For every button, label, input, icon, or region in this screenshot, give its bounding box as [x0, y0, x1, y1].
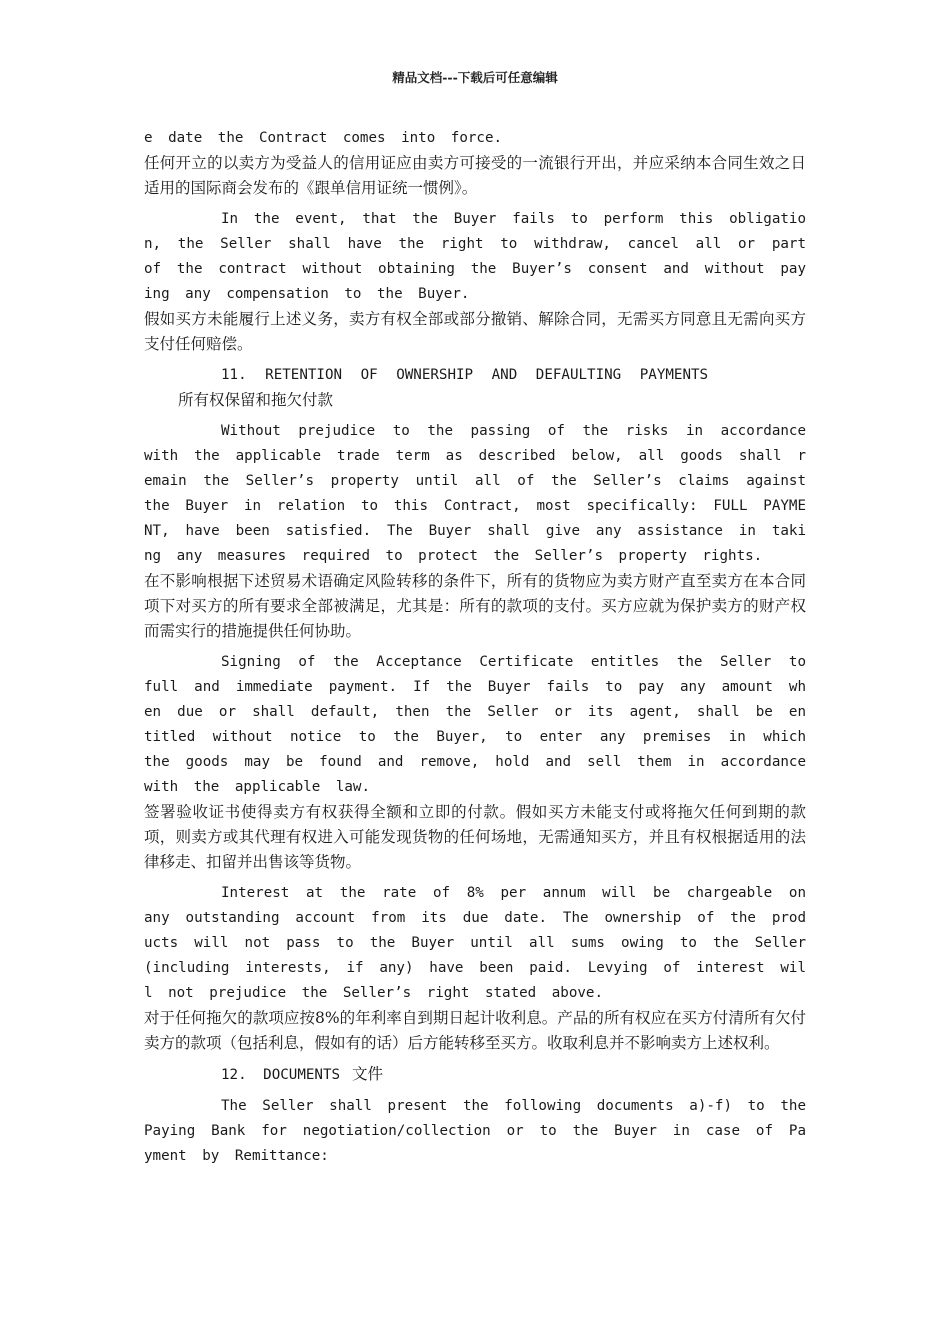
paragraph-en-5: Interest at the rate of 8% per annum will be chargeable on any outstanding account from its due date. The ownership of the products will not pass to the Buyer until all sums owing to the Seller (including interests, if any) have been paid. Levying of interest will not prejudice the Seller’s right stated above.: [144, 885, 806, 1001]
document-body: [144, 126, 806, 1169]
section-12-heading: [144, 1062, 806, 1088]
section-12-heading-zh: 文件: [352, 1065, 384, 1083]
paragraph-zh-5: 对于任何拖欠的款项应按8%的年利率自到期日起计收利息。产品的所有权应在买方付清所有欠付卖方的款项（包括利息，假如有的话）后方能转移至买方。收取利息并不影响卖方上述权利。: [144, 1009, 806, 1052]
page-header: 精品文档---下载后可任意编辑: [392, 70, 558, 85]
section-12-heading-en: 12. DOCUMENTS: [221, 1067, 341, 1083]
paragraph-zh-2: 假如买方未能履行上述义务，卖方有权全部或部分撤销、解除合同，无需买方同意且无需向买方支付任何赔偿。: [144, 310, 806, 353]
paragraph-en-4: Signing of the Acceptance Certificate entitles the Seller to full and immediate payment. If the Buyer fails to pay any amount when due or shall default, then the Seller or its agent, shall be entitled without notice to the Buyer, to enter any premises in which the goods may be found and remove, hold and sell them in accordance with the applicable law.: [144, 654, 806, 795]
paragraph-en-2: In the event, that the Buyer fails to perform this obligation, the Seller shall have the right to withdraw, cancel all or part of the contract without obtaining the Buyer’s consent and without paying any compensation to the Buyer.: [144, 211, 806, 302]
paragraph-en-1: e date the Contract comes into force.: [144, 130, 503, 146]
paragraph-zh-3: 在不影响根据下述贸易术语确定风险转移的条件下，所有的货物应为卖方财产直至卖方在本合同项下对买方的所有要求全部被满足，尤其是：所有的款项的支付。买方应就为保护卖方的财产权而需实行的措施提供任何协助。: [144, 572, 806, 640]
section-11-heading-zh: 所有权保留和拖欠付款: [178, 391, 334, 409]
paragraph-en-6: The Seller shall present the following documents a)-f) to the Paying Bank for negotiation/collection or to the Buyer in case of Payment by Remittance:: [144, 1098, 806, 1164]
section-11-heading-en: 11. RETENTION OF OWNERSHIP AND DEFAULTING PAYMENTS: [221, 367, 709, 383]
paragraph-zh-1: 任何开立的以卖方为受益人的信用证应由卖方可接受的一流银行开出，并应采纳本合同生效之日适用的国际商会发布的《跟单信用证统一惯例》。: [144, 154, 806, 197]
paragraph-en-3: Without prejudice to the passing of the risks in accordance with the applicable trade term as described below, all goods shall remain the Seller’s property until all of the Seller’s claims against the Buyer in relation to this Contract, most specifically: FULL PAYMENT, have been satisfied. The Buyer shall give any assistance in taking any measures required to protect the Seller’s property rights.: [144, 423, 806, 564]
paragraph-zh-4: 签署验收证书使得卖方有权获得全额和立即的付款。假如买方未能支付或将拖欠任何到期的款项，则卖方或其代理有权进入可能发现货物的任何场地，无需通知买方，并且有权根据适用的法律移走、扣留并出售该等货物。: [144, 803, 806, 871]
